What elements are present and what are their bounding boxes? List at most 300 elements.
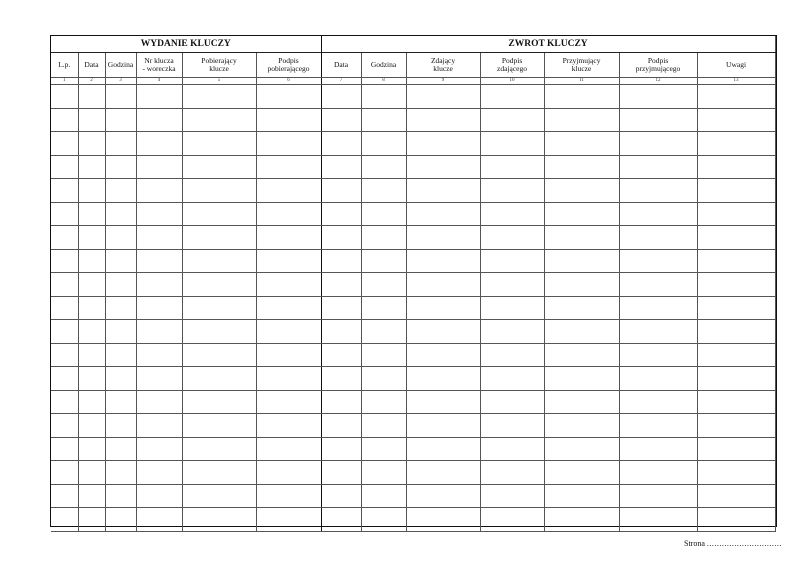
table-row xyxy=(51,273,775,297)
table-cell[interactable] xyxy=(105,461,136,485)
table-cell[interactable] xyxy=(361,155,406,179)
table-cell[interactable] xyxy=(182,320,256,344)
column-number: 1 xyxy=(51,78,78,85)
table-cell[interactable] xyxy=(78,85,105,109)
table-cell[interactable] xyxy=(182,226,256,250)
table-cell[interactable] xyxy=(105,155,136,179)
table-cell[interactable] xyxy=(619,343,697,367)
column-header-label: L.p. xyxy=(58,60,71,69)
table-cell[interactable] xyxy=(480,320,544,344)
table-cell[interactable] xyxy=(697,414,775,438)
table-cell[interactable] xyxy=(51,343,78,367)
table-cell[interactable] xyxy=(136,343,182,367)
table-cell[interactable] xyxy=(136,179,182,203)
table-cell[interactable] xyxy=(406,226,480,250)
table-cell[interactable] xyxy=(480,461,544,485)
table-cell[interactable] xyxy=(256,343,321,367)
table-cell[interactable] xyxy=(619,202,697,226)
table-cell[interactable] xyxy=(136,108,182,132)
table-cell[interactable] xyxy=(321,390,361,414)
column-header-5 xyxy=(182,53,256,78)
table-cell[interactable] xyxy=(697,226,775,250)
table-cell[interactable] xyxy=(78,320,105,344)
table-cell[interactable] xyxy=(105,249,136,273)
table-cell[interactable] xyxy=(544,367,619,391)
table-cell[interactable] xyxy=(321,155,361,179)
table-row xyxy=(51,461,775,485)
table-cell[interactable] xyxy=(78,343,105,367)
table-cell[interactable] xyxy=(321,367,361,391)
table-cell[interactable] xyxy=(697,484,775,508)
table-cell[interactable] xyxy=(321,108,361,132)
table-cell[interactable] xyxy=(544,484,619,508)
column-header-label: Przyjmujący xyxy=(562,56,601,65)
table-cell[interactable] xyxy=(619,179,697,203)
column-header-label: klucze xyxy=(571,64,592,73)
table-cell[interactable] xyxy=(182,296,256,320)
table-cell[interactable] xyxy=(544,85,619,109)
table-cell[interactable] xyxy=(256,202,321,226)
table-cell[interactable] xyxy=(361,226,406,250)
table-cell[interactable] xyxy=(321,273,361,297)
table-cell[interactable] xyxy=(406,390,480,414)
table-cell[interactable] xyxy=(78,437,105,461)
table-cell[interactable] xyxy=(406,132,480,156)
column-number: 11 xyxy=(544,78,619,85)
table-cell[interactable] xyxy=(51,367,78,391)
table-cell[interactable] xyxy=(544,155,619,179)
column-header-label: - woreczka xyxy=(142,64,176,73)
table-cell[interactable] xyxy=(105,202,136,226)
table-cell[interactable] xyxy=(619,296,697,320)
table-cell[interactable] xyxy=(361,437,406,461)
table-cell[interactable] xyxy=(480,367,544,391)
table-cell[interactable] xyxy=(544,179,619,203)
table-cell[interactable] xyxy=(544,226,619,250)
table-cell[interactable] xyxy=(51,249,78,273)
table-row xyxy=(51,108,775,132)
table-cell[interactable] xyxy=(480,296,544,320)
column-header-4 xyxy=(136,53,182,78)
table-cell[interactable] xyxy=(619,461,697,485)
table-cell[interactable] xyxy=(256,273,321,297)
table-cell[interactable] xyxy=(182,508,256,532)
column-header-3 xyxy=(105,53,136,78)
table-cell[interactable] xyxy=(406,414,480,438)
table-cell[interactable] xyxy=(480,343,544,367)
table-cell[interactable] xyxy=(51,85,78,109)
table-cell[interactable] xyxy=(256,437,321,461)
table-cell[interactable] xyxy=(321,296,361,320)
table-cell[interactable] xyxy=(361,508,406,532)
table-cell[interactable] xyxy=(256,155,321,179)
table-cell[interactable] xyxy=(544,132,619,156)
table-cell[interactable] xyxy=(182,108,256,132)
table-cell[interactable] xyxy=(51,414,78,438)
table-cell[interactable] xyxy=(321,202,361,226)
table-cell[interactable] xyxy=(51,155,78,179)
table-cell[interactable] xyxy=(321,85,361,109)
table-cell[interactable] xyxy=(619,155,697,179)
table-cell[interactable] xyxy=(619,226,697,250)
table-cell[interactable] xyxy=(136,273,182,297)
table-cell[interactable] xyxy=(480,508,544,532)
table-cell[interactable] xyxy=(105,320,136,344)
keys-register-table xyxy=(51,36,776,532)
table-cell[interactable] xyxy=(136,414,182,438)
table-cell[interactable] xyxy=(182,343,256,367)
table-cell[interactable] xyxy=(480,484,544,508)
table-cell[interactable] xyxy=(697,390,775,414)
table-cell[interactable] xyxy=(256,508,321,532)
table-cell[interactable] xyxy=(544,249,619,273)
column-header-10 xyxy=(480,53,544,78)
table-cell[interactable] xyxy=(697,85,775,109)
table-cell[interactable] xyxy=(78,155,105,179)
column-header-label: Podpis xyxy=(278,56,299,65)
table-cell[interactable] xyxy=(256,461,321,485)
table-cell[interactable] xyxy=(697,343,775,367)
table-cell[interactable] xyxy=(361,461,406,485)
table-cell[interactable] xyxy=(51,273,78,297)
column-header-2 xyxy=(78,53,105,78)
table-cell[interactable] xyxy=(136,132,182,156)
table-cell[interactable] xyxy=(406,343,480,367)
table-cell[interactable] xyxy=(182,484,256,508)
issue-section-title: WYDANIE KLUCZY xyxy=(51,36,321,53)
table-cell[interactable] xyxy=(480,249,544,273)
column-number: 2 xyxy=(78,78,105,85)
table-cell[interactable] xyxy=(182,461,256,485)
table-cell[interactable] xyxy=(544,108,619,132)
table-cell[interactable] xyxy=(361,132,406,156)
table-cell[interactable] xyxy=(406,508,480,532)
table-cell[interactable] xyxy=(256,484,321,508)
table-cell[interactable] xyxy=(136,508,182,532)
column-header-label: przyjmującego xyxy=(635,64,681,73)
table-cell[interactable] xyxy=(480,85,544,109)
table-cell[interactable] xyxy=(136,296,182,320)
table-cell[interactable] xyxy=(78,461,105,485)
table-cell[interactable] xyxy=(544,461,619,485)
table-cell[interactable] xyxy=(321,414,361,438)
table-cell[interactable] xyxy=(136,202,182,226)
table-cell[interactable] xyxy=(697,296,775,320)
column-header-label: Godzina xyxy=(370,60,397,69)
table-row xyxy=(51,484,775,508)
column-header-label: Nr klucza xyxy=(144,56,174,65)
column-header-1 xyxy=(51,53,78,78)
table-cell[interactable] xyxy=(136,484,182,508)
table-cell[interactable] xyxy=(361,390,406,414)
table-cell[interactable] xyxy=(480,179,544,203)
table-cell[interactable] xyxy=(51,320,78,344)
table-cell[interactable] xyxy=(697,249,775,273)
table-cell[interactable] xyxy=(105,508,136,532)
table-cell[interactable] xyxy=(544,414,619,438)
table-cell[interactable] xyxy=(544,202,619,226)
table-row xyxy=(51,226,775,250)
column-header-6 xyxy=(256,53,321,78)
table-cell[interactable] xyxy=(619,484,697,508)
table-cell[interactable] xyxy=(321,508,361,532)
table-cell[interactable] xyxy=(256,414,321,438)
page-label: Strona xyxy=(684,539,705,548)
table-cell[interactable] xyxy=(78,179,105,203)
table-cell[interactable] xyxy=(51,132,78,156)
table-row xyxy=(51,85,775,109)
table-cell[interactable] xyxy=(182,155,256,179)
table-cell[interactable] xyxy=(105,343,136,367)
table-cell[interactable] xyxy=(406,367,480,391)
table-row xyxy=(51,343,775,367)
table-cell[interactable] xyxy=(406,484,480,508)
table-cell[interactable] xyxy=(544,320,619,344)
column-header-12 xyxy=(619,53,697,78)
table-cell[interactable] xyxy=(51,296,78,320)
table-cell[interactable] xyxy=(78,414,105,438)
table-cell[interactable] xyxy=(78,226,105,250)
table-cell[interactable] xyxy=(321,343,361,367)
column-header-label: pobierającego xyxy=(267,64,310,73)
table-cell[interactable] xyxy=(361,108,406,132)
table-cell[interactable] xyxy=(256,249,321,273)
column-header-7 xyxy=(321,53,361,78)
table-cell[interactable] xyxy=(136,390,182,414)
table-cell[interactable] xyxy=(697,132,775,156)
table-cell[interactable] xyxy=(619,414,697,438)
column-number: 8 xyxy=(361,78,406,85)
table-cell[interactable] xyxy=(361,273,406,297)
table-cell[interactable] xyxy=(105,108,136,132)
column-header-label: zdającego xyxy=(497,64,528,73)
table-cell[interactable] xyxy=(78,390,105,414)
table-cell[interactable] xyxy=(406,85,480,109)
table-cell[interactable] xyxy=(105,273,136,297)
table-cell[interactable] xyxy=(480,155,544,179)
table-cell[interactable] xyxy=(480,108,544,132)
table-cell[interactable] xyxy=(51,108,78,132)
table-cell[interactable] xyxy=(51,484,78,508)
table-cell[interactable] xyxy=(406,296,480,320)
table-cell[interactable] xyxy=(321,249,361,273)
table-cell[interactable] xyxy=(544,296,619,320)
table-cell[interactable] xyxy=(697,179,775,203)
column-header-label: Pobierający xyxy=(201,56,237,65)
table-cell[interactable] xyxy=(406,320,480,344)
table-cell[interactable] xyxy=(361,179,406,203)
table-cell[interactable] xyxy=(182,414,256,438)
table-cell[interactable] xyxy=(256,85,321,109)
table-cell[interactable] xyxy=(361,367,406,391)
table-cell[interactable] xyxy=(480,414,544,438)
table-cell[interactable] xyxy=(619,132,697,156)
table-cell[interactable] xyxy=(361,202,406,226)
column-header-13 xyxy=(697,53,775,78)
table-cell[interactable] xyxy=(182,390,256,414)
table-cell[interactable] xyxy=(544,437,619,461)
table-cell[interactable] xyxy=(697,437,775,461)
table-cell[interactable] xyxy=(321,437,361,461)
table-cell[interactable] xyxy=(619,249,697,273)
table-cell[interactable] xyxy=(182,437,256,461)
column-header-label: Podpis xyxy=(647,56,669,65)
table-cell[interactable] xyxy=(619,508,697,532)
table-cell[interactable] xyxy=(78,132,105,156)
table-cell[interactable] xyxy=(105,484,136,508)
table-cell[interactable] xyxy=(105,437,136,461)
table-cell[interactable] xyxy=(406,179,480,203)
table-cell[interactable] xyxy=(136,226,182,250)
table-row xyxy=(51,320,775,344)
table-cell[interactable] xyxy=(51,226,78,250)
table-row xyxy=(51,508,775,532)
table-cell[interactable] xyxy=(480,226,544,250)
table-cell[interactable] xyxy=(406,108,480,132)
table-cell[interactable] xyxy=(321,179,361,203)
table-cell[interactable] xyxy=(361,296,406,320)
table-cell[interactable] xyxy=(361,484,406,508)
table-cell[interactable] xyxy=(136,437,182,461)
table-cell[interactable] xyxy=(78,367,105,391)
table-cell[interactable] xyxy=(697,155,775,179)
table-cell[interactable] xyxy=(136,155,182,179)
table-cell[interactable] xyxy=(544,508,619,532)
table-cell[interactable] xyxy=(51,461,78,485)
table-row xyxy=(51,437,775,461)
table-cell[interactable] xyxy=(619,437,697,461)
table-cell[interactable] xyxy=(105,179,136,203)
table-cell[interactable] xyxy=(361,414,406,438)
table-cell[interactable] xyxy=(256,390,321,414)
table-cell[interactable] xyxy=(136,461,182,485)
table-cell[interactable] xyxy=(78,202,105,226)
table-cell[interactable] xyxy=(182,132,256,156)
table-cell[interactable] xyxy=(697,320,775,344)
table-cell[interactable] xyxy=(361,249,406,273)
table-cell[interactable] xyxy=(105,85,136,109)
table-cell[interactable] xyxy=(544,343,619,367)
table-cell[interactable] xyxy=(51,202,78,226)
table-cell[interactable] xyxy=(51,508,78,532)
column-number: 12 xyxy=(619,78,697,85)
table-cell[interactable] xyxy=(480,273,544,297)
table-cell[interactable] xyxy=(105,132,136,156)
table-row xyxy=(51,414,775,438)
table-cell[interactable] xyxy=(361,320,406,344)
column-number: 10 xyxy=(480,78,544,85)
table-cell[interactable] xyxy=(619,273,697,297)
table-cell[interactable] xyxy=(480,437,544,461)
column-header-label: Zdający xyxy=(430,56,456,65)
table-cell[interactable] xyxy=(136,367,182,391)
table-cell[interactable] xyxy=(406,461,480,485)
table-cell[interactable] xyxy=(321,226,361,250)
table-cell[interactable] xyxy=(697,202,775,226)
table-cell[interactable] xyxy=(321,484,361,508)
table-cell[interactable] xyxy=(406,249,480,273)
table-cell[interactable] xyxy=(182,273,256,297)
table-cell[interactable] xyxy=(105,414,136,438)
table-cell[interactable] xyxy=(182,249,256,273)
table-cell[interactable] xyxy=(105,367,136,391)
table-cell[interactable] xyxy=(361,85,406,109)
table-cell[interactable] xyxy=(105,390,136,414)
table-cell[interactable] xyxy=(256,226,321,250)
table-cell[interactable] xyxy=(256,132,321,156)
table-cell[interactable] xyxy=(321,461,361,485)
table-cell[interactable] xyxy=(78,108,105,132)
table-row xyxy=(51,296,775,320)
table-cell[interactable] xyxy=(182,202,256,226)
page-number-blank[interactable]: .............................. xyxy=(706,539,782,548)
table-cell[interactable] xyxy=(182,367,256,391)
table-cell[interactable] xyxy=(51,437,78,461)
table-cell[interactable] xyxy=(619,320,697,344)
column-number: 6 xyxy=(256,78,321,85)
table-cell[interactable] xyxy=(105,296,136,320)
table-cell[interactable] xyxy=(321,320,361,344)
table-cell[interactable] xyxy=(256,179,321,203)
table-cell[interactable] xyxy=(544,273,619,297)
table-cell[interactable] xyxy=(256,367,321,391)
table-cell[interactable] xyxy=(480,390,544,414)
table-cell[interactable] xyxy=(256,108,321,132)
table-cell[interactable] xyxy=(697,108,775,132)
table-cell[interactable] xyxy=(697,273,775,297)
table-row xyxy=(51,132,775,156)
table-cell[interactable] xyxy=(136,85,182,109)
table-cell[interactable] xyxy=(51,390,78,414)
table-cell[interactable] xyxy=(361,343,406,367)
table-cell[interactable] xyxy=(78,273,105,297)
table-cell[interactable] xyxy=(105,226,136,250)
column-header-label: klucze xyxy=(209,64,229,73)
table-cell[interactable] xyxy=(406,155,480,179)
table-cell[interactable] xyxy=(619,85,697,109)
table-cell[interactable] xyxy=(321,132,361,156)
table-cell[interactable] xyxy=(406,437,480,461)
table-cell[interactable] xyxy=(697,367,775,391)
column-number: 7 xyxy=(321,78,361,85)
table-cell[interactable] xyxy=(256,296,321,320)
column-number: 4 xyxy=(136,78,182,85)
table-cell[interactable] xyxy=(51,179,78,203)
table-cell[interactable] xyxy=(182,85,256,109)
table-row xyxy=(51,367,775,391)
table-cell[interactable] xyxy=(78,249,105,273)
table-cell[interactable] xyxy=(619,367,697,391)
column-number: 9 xyxy=(406,78,480,85)
table-cell[interactable] xyxy=(136,320,182,344)
table-cell[interactable] xyxy=(78,484,105,508)
table-cell[interactable] xyxy=(619,108,697,132)
table-cell[interactable] xyxy=(544,390,619,414)
column-header-8 xyxy=(361,53,406,78)
table-cell[interactable] xyxy=(256,320,321,344)
table-cell[interactable] xyxy=(78,508,105,532)
table-cell[interactable] xyxy=(619,390,697,414)
table-cell[interactable] xyxy=(406,273,480,297)
table-cell[interactable] xyxy=(697,508,775,532)
table-cell[interactable] xyxy=(480,202,544,226)
table-cell[interactable] xyxy=(697,461,775,485)
table-cell[interactable] xyxy=(182,179,256,203)
table-cell[interactable] xyxy=(480,132,544,156)
table-cell[interactable] xyxy=(78,296,105,320)
table-cell[interactable] xyxy=(136,249,182,273)
table-cell[interactable] xyxy=(406,202,480,226)
